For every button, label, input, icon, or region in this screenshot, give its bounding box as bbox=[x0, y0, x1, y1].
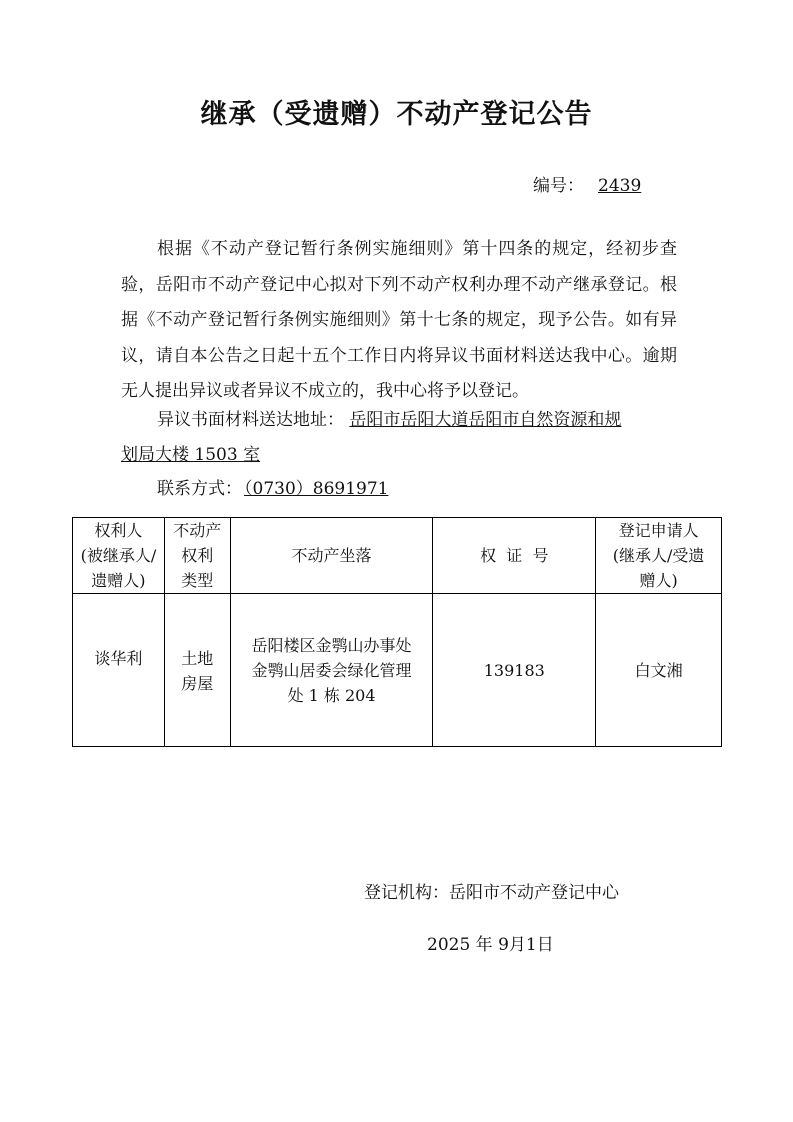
address-label: 异议书面材料送达地址： bbox=[157, 410, 344, 430]
registration-table bbox=[72, 517, 722, 747]
header-location: 不动产坐落 bbox=[230, 518, 433, 594]
address-value-2: 划局大楼 1503 室 bbox=[121, 445, 261, 465]
document-number bbox=[533, 171, 641, 196]
contact-label: 联系方式： bbox=[157, 479, 242, 499]
cell-property-type: 土地 房屋 bbox=[164, 594, 230, 747]
announcement-date: 2025 年 9月1日 bbox=[427, 935, 554, 955]
address-value-1: 岳阳市岳阳大道岳阳市自然资源和规 bbox=[349, 410, 622, 430]
header-holder: 权利人 (被继承人/ 遗赠人) bbox=[73, 518, 165, 594]
header-applicant: 登记申请人 (继承人/受遗 赠人) bbox=[596, 518, 722, 594]
cell-certificate-number: 139183 bbox=[433, 594, 596, 747]
contact-phone: （0730）8691971 bbox=[244, 479, 389, 499]
header-certificate-number: 权 证 号 bbox=[433, 518, 596, 594]
cell-location: 岳阳楼区金鹗山办事处 金鹗山居委会绿化管理 处 1 栋 204 bbox=[230, 594, 433, 747]
address-line-1 bbox=[157, 405, 621, 430]
contact-line bbox=[157, 474, 410, 499]
document-number-value: 2439 bbox=[598, 176, 642, 196]
announcement-text: 根据《不动产登记暂行条例实施细则》第十四条的规定，经初步查验，岳阳市不动产登记中心拟对下列不动产权利办理不动产继承登记。根据《不动产登记暂行条例实施细则》第十七条的规定，现予公告。如有异议，请自本公告之日起十五个工作日内将异议书面材料送达我中心。逾期无人提出异议或者异议不成立的，我中心将予以登记。 bbox=[121, 239, 677, 401]
document-number-label: 编号： bbox=[533, 176, 584, 196]
table-header-row bbox=[73, 518, 722, 594]
cell-applicant: 白文湘 bbox=[596, 594, 722, 747]
table-row bbox=[73, 594, 722, 747]
cell-holder: 谈华利 bbox=[73, 594, 165, 747]
announcement-paragraph bbox=[121, 232, 677, 410]
page-title: 继承（受遗赠）不动产登记公告 bbox=[200, 99, 593, 130]
header-property-type: 不动产 权利 类型 bbox=[164, 518, 230, 594]
registration-authority: 登记机构：岳阳市不动产登记中心 bbox=[364, 883, 619, 903]
address-line-2 bbox=[121, 440, 260, 465]
